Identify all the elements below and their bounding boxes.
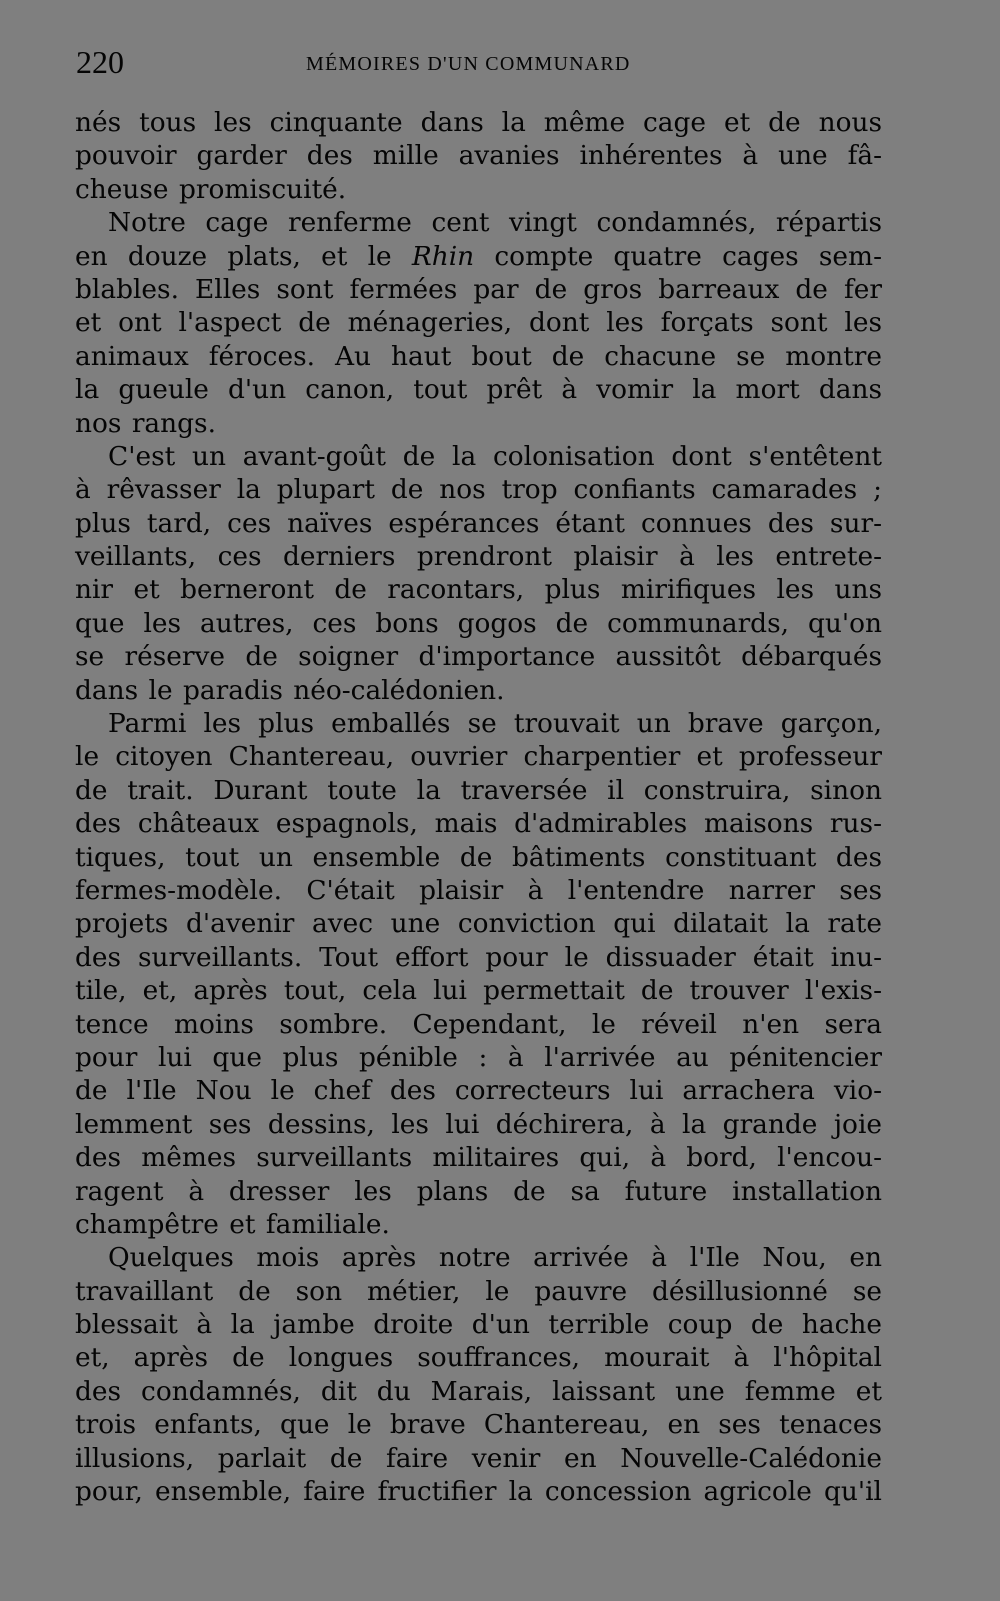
- text-line: et ont l'aspect de ménageries, dont les forçats sont les: [75, 307, 882, 339]
- text-line: illusions, parlait de faire venir en Nouvelle-Calédonie: [75, 1442, 882, 1474]
- text-line: que les autres, ces bons gogos de communards, qu'on: [75, 607, 882, 639]
- running-title: MÉMOIRES D'UN COMMUNARD: [306, 53, 631, 75]
- text-line: des condamnés, dit du Marais, laissant une femme et: [75, 1375, 882, 1407]
- text-line: de l'Ile Nou le chef des correcteurs lui arrachera vio-: [75, 1075, 882, 1107]
- text-line: ragent à dresser les plans de sa future installation: [75, 1175, 882, 1207]
- page-number: 220: [76, 44, 124, 80]
- text-line: veillants, ces derniers prendront plaisir à les entrete-: [75, 541, 882, 573]
- text-line: à rêvasser la plupart de nos trop confiants camarades ;: [75, 474, 882, 506]
- text-line: Parmi les plus emballés se trouvait un brave garçon,: [108, 708, 882, 740]
- text-line: tence moins sombre. Cependant, le réveil n'en sera: [75, 1008, 882, 1040]
- text-line: lemment ses dessins, les lui déchirera, à la grande joie: [75, 1108, 882, 1140]
- text-line: nir et berneront de racontars, plus mirifiques les uns: [75, 574, 882, 606]
- text-line: dans le paradis néo-calédonien.: [75, 674, 505, 706]
- text-line: nos rangs.: [75, 407, 216, 439]
- text-line: de trait. Durant toute la traversée il construira, sinon: [75, 774, 882, 806]
- italic-text: Rhin: [411, 240, 475, 272]
- text-line: tiques, tout un ensemble de bâtiments constituant des: [75, 841, 882, 873]
- text-segment: compte quatre cages sem-: [474, 240, 882, 272]
- text-line: pouvoir garder des mille avanies inhérentes à une fâ-: [75, 140, 882, 172]
- text-line: fermes-modèle. C'était plaisir à l'entendre narrer ses: [75, 874, 882, 906]
- text-line: animaux féroces. Au haut bout de chacune se montre: [75, 340, 882, 372]
- text-line: travaillant de son métier, le pauvre désillusionné se: [75, 1275, 882, 1307]
- text-line: le citoyen Chantereau, ouvrier charpentier et professeur: [75, 741, 882, 773]
- text-line: champêtre et familiale.: [75, 1208, 390, 1240]
- text-line: Notre cage renferme cent vingt condamnés, répartis: [108, 207, 882, 239]
- text-line: projets d'avenir avec une conviction qui dilatait la rate: [75, 908, 882, 940]
- text-segment: en douze plats, et le: [75, 240, 412, 272]
- page-header: [76, 38, 882, 78]
- text-line: C'est un avant-goût de la colonisation dont s'entêtent: [108, 440, 882, 472]
- text-line: tile, et, après tout, cela lui permettait de trouver l'exis-: [75, 975, 882, 1007]
- text-line: plus tard, ces naïves espérances étant connues des sur-: [75, 507, 882, 539]
- text-line: [75, 240, 882, 273]
- text-line: et, après de longues souffrances, mourait à l'hôpital: [75, 1342, 882, 1374]
- text-line: des surveillants. Tout effort pour le dissuader était inu-: [75, 941, 882, 973]
- text-line: blessait à la jambe droite d'un terrible coup de hache: [75, 1309, 882, 1341]
- text-body: [75, 106, 882, 1508]
- text-line: cheuse promiscuité.: [75, 173, 347, 205]
- text-line: pour lui que plus pénible : à l'arrivée au pénitencier: [75, 1041, 882, 1073]
- text-line: la gueule d'un canon, tout prêt à vomir la mort dans: [75, 374, 882, 406]
- text-line: pour, ensemble, faire fructifier la concession agricole qu'il: [75, 1476, 882, 1508]
- text-line: des mêmes surveillants militaires qui, à bord, l'encou-: [75, 1142, 882, 1174]
- text-line: Quelques mois après notre arrivée à l'Ile Nou, en: [108, 1242, 882, 1274]
- text-line: trois enfants, que le brave Chantereau, en ses tenaces: [75, 1409, 882, 1441]
- text-line: nés tous les cinquante dans la même cage et de nous: [75, 107, 882, 138]
- text-line: se réserve de soigner d'importance aussitôt débarqués: [75, 641, 882, 673]
- text-line: blables. Elles sont fermées par de gros barreaux de fer: [75, 273, 882, 305]
- text-line: des châteaux espagnols, mais d'admirables maisons rus-: [75, 808, 882, 840]
